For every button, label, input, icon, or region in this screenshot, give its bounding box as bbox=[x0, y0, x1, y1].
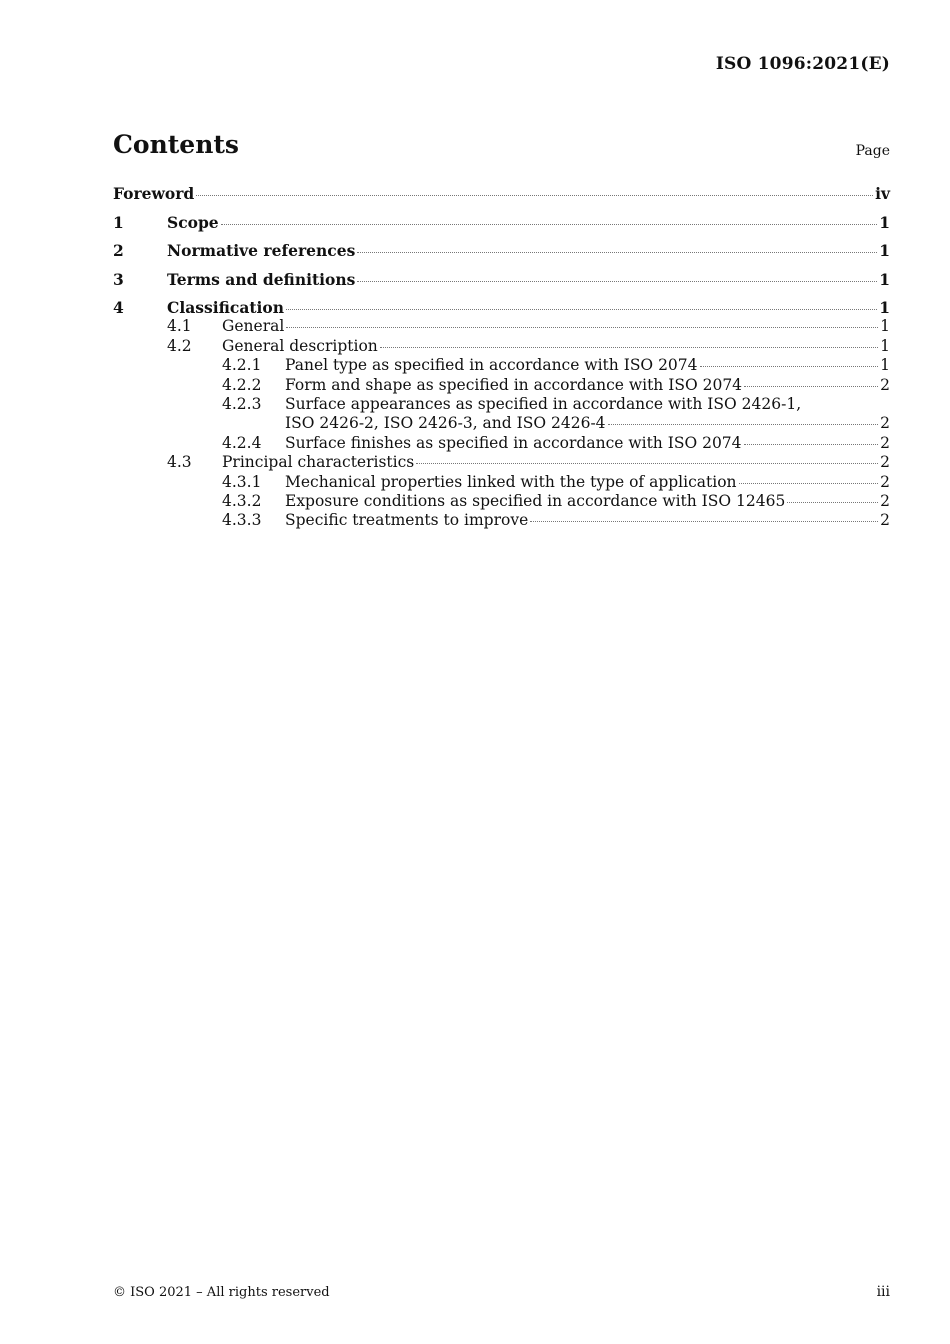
toc-entry-page: 1 bbox=[879, 212, 890, 232]
toc-entry-number: 4.2.2 bbox=[222, 375, 262, 394]
toc-entry-normative-references[interactable] bbox=[113, 241, 890, 260]
toc-entry-4-3-3[interactable] bbox=[113, 511, 890, 530]
toc-entry-page: 2 bbox=[880, 433, 890, 452]
dot-leader bbox=[787, 501, 878, 503]
footer-page-number: iii bbox=[876, 1284, 890, 1300]
toc-entry-title: Exposure conditions as specified in accordance with ISO 12465 bbox=[285, 492, 786, 511]
toc-entry-foreword[interactable] bbox=[113, 184, 890, 203]
toc-entry-title: Principal characteristics bbox=[222, 453, 415, 472]
dot-leader bbox=[416, 462, 878, 464]
toc-entry-page: 1 bbox=[880, 317, 890, 336]
dot-leader bbox=[286, 326, 878, 328]
dot-leader bbox=[739, 482, 878, 484]
toc-entry-page: 1 bbox=[880, 356, 890, 375]
toc-entry-page: 1 bbox=[879, 298, 890, 317]
toc-entry-title: Classification bbox=[167, 298, 285, 317]
toc-entry-number: 4.2.1 bbox=[222, 356, 262, 375]
toc-entry-number: 4.3.1 bbox=[222, 472, 262, 491]
dot-leader bbox=[608, 423, 878, 425]
toc-entry-title: Scope bbox=[167, 212, 219, 232]
toc-entry-page: 2 bbox=[880, 414, 890, 433]
toc-entry-page: 1 bbox=[879, 241, 890, 260]
toc-entry-4-2-2[interactable] bbox=[113, 376, 890, 395]
dot-leader bbox=[530, 520, 878, 522]
toc-entry-page: 2 bbox=[880, 492, 890, 511]
toc-entry-4-3[interactable] bbox=[113, 453, 890, 472]
toc-entry-title-continuation: ISO 2426-2, ISO 2426-3, and ISO 2426-4 bbox=[285, 414, 606, 433]
toc-entry-classification[interactable] bbox=[113, 298, 890, 317]
toc-entry-page: iv bbox=[875, 184, 890, 203]
toc-entry-title: Surface appearances as specified in accordance with ISO 2426-1, bbox=[285, 395, 802, 414]
toc-entry-4-2-1[interactable] bbox=[113, 356, 890, 375]
toc-entry-title: General bbox=[222, 317, 285, 336]
toc-entry-number: 1 bbox=[113, 212, 124, 232]
toc-entry-page: 2 bbox=[880, 375, 890, 394]
toc-entry-number: 4.1 bbox=[167, 317, 192, 336]
toc-entry-4-1[interactable] bbox=[113, 317, 890, 336]
toc-entry-page: 2 bbox=[880, 511, 890, 530]
dot-leader bbox=[744, 385, 878, 387]
dot-leader bbox=[357, 280, 877, 282]
toc-entry-number: 2 bbox=[113, 241, 124, 260]
dot-leader bbox=[196, 194, 873, 196]
toc-entry-number: 4.3.2 bbox=[222, 492, 262, 511]
footer-copyright: © ISO 2021 – All rights reserved bbox=[113, 1285, 330, 1300]
toc-entry-4-3-2[interactable] bbox=[113, 492, 890, 511]
toc-entry-terms-and-definitions[interactable] bbox=[113, 270, 890, 289]
toc-entry-page: 2 bbox=[880, 472, 890, 491]
toc-entry-title: Normative references bbox=[167, 241, 356, 260]
toc-entry-title: Mechanical properties linked with the type of application bbox=[285, 472, 737, 491]
toc-entry-number: 3 bbox=[113, 269, 124, 289]
document-identifier: ISO 1096:2021(E) bbox=[715, 54, 890, 74]
toc-entry-4-2[interactable] bbox=[113, 337, 890, 356]
toc-entry-title: General description bbox=[222, 336, 378, 355]
dot-leader bbox=[380, 346, 878, 348]
toc-entry-title: Surface finishes as specified in accordance with ISO 2074 bbox=[285, 433, 742, 452]
toc-entry-4-3-1[interactable] bbox=[113, 473, 890, 492]
toc-entry-4-2-4[interactable] bbox=[113, 434, 890, 453]
toc-entry-title: Panel type as specified in accordance with ISO 2074 bbox=[285, 356, 698, 375]
toc-entry-number: 4.3 bbox=[167, 453, 192, 472]
toc-entry-page: 2 bbox=[880, 453, 890, 472]
dot-leader bbox=[357, 251, 877, 253]
toc-entry-title: Form and shape as specified in accordance with ISO 2074 bbox=[285, 375, 743, 394]
page-column-label: Page bbox=[855, 143, 890, 159]
toc-entry-title: Specific treatments to improve bbox=[285, 511, 529, 530]
dot-leader bbox=[744, 443, 878, 445]
toc-entry-title: Terms and definitions bbox=[167, 269, 356, 289]
table-of-contents bbox=[113, 184, 890, 531]
toc-entry-number: 4 bbox=[113, 298, 124, 317]
toc-entry-number: 4.2.4 bbox=[222, 433, 262, 452]
toc-entry-scope[interactable] bbox=[113, 213, 890, 232]
toc-entry-number: 4.2.3 bbox=[222, 395, 262, 414]
toc-entry-number: 4.3.3 bbox=[222, 511, 262, 530]
toc-entry-title: Foreword bbox=[113, 184, 195, 203]
dot-leader bbox=[221, 223, 878, 225]
dot-leader bbox=[700, 365, 878, 367]
toc-entry-page: 1 bbox=[880, 336, 890, 355]
toc-entry-number: 4.2 bbox=[167, 336, 192, 355]
contents-heading: Contents bbox=[113, 130, 240, 159]
toc-entry-4-2-3-continuation[interactable] bbox=[113, 414, 890, 433]
toc-entry-4-2-3[interactable] bbox=[113, 395, 890, 414]
dot-leader bbox=[286, 308, 877, 310]
toc-entry-page: 1 bbox=[879, 269, 890, 289]
